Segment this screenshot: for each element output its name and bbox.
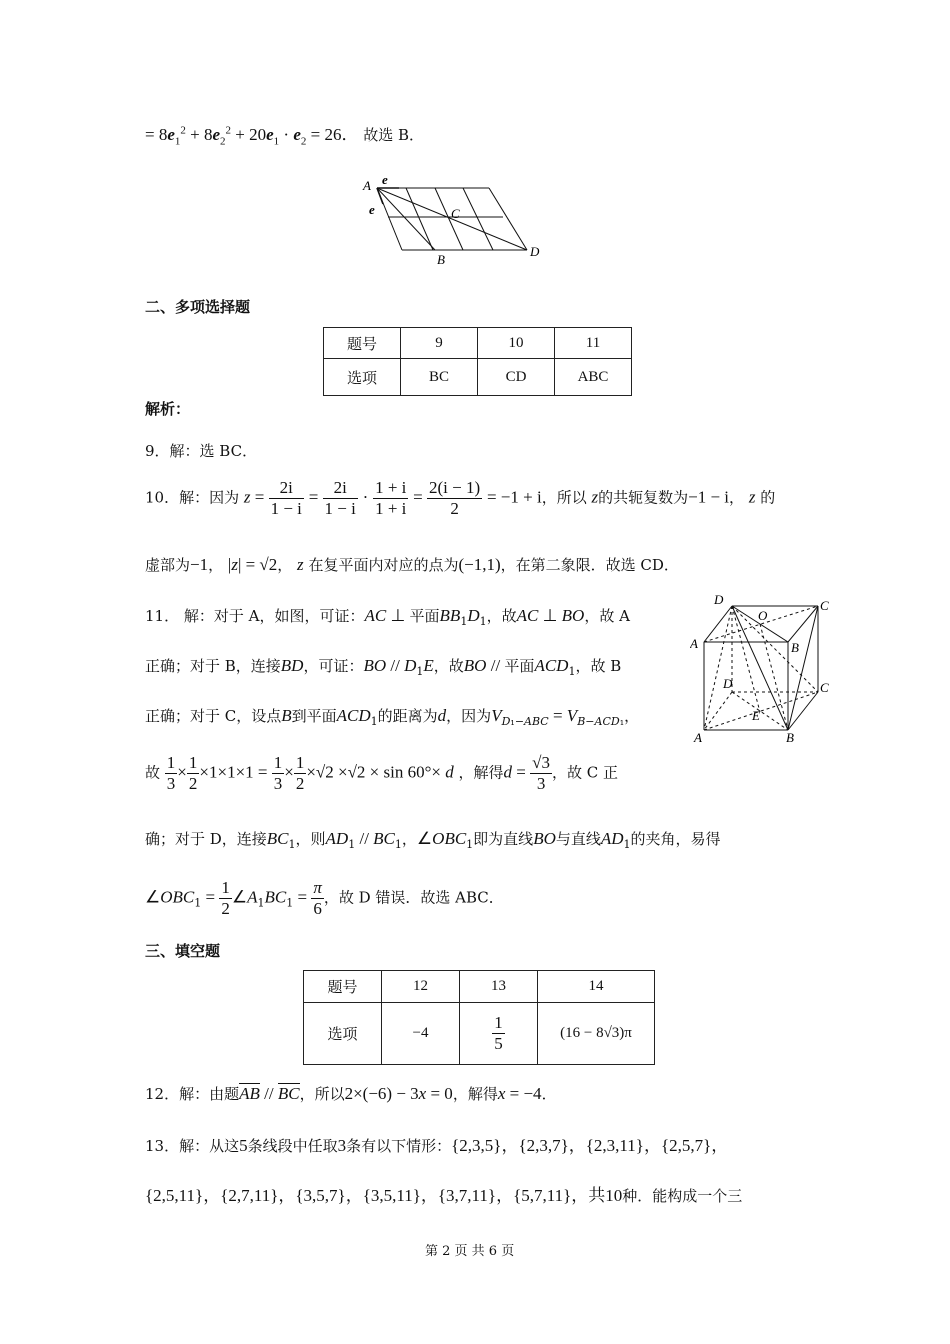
cube-label-b1: B [791, 640, 799, 655]
label-b: B [437, 252, 445, 267]
answer-table-multi [323, 327, 632, 396]
equation-line-top: = $8e_1^2 + 8e_2^2 + 20e_1 \cdot e_2 = 26$． 故选 B． [145, 124, 425, 148]
section-fill-in: 三、填空题 [145, 942, 221, 960]
page-footer: 第 2 页 共 6 页 [425, 1244, 515, 1259]
q11-line4: 故 $\frac{1}{3}$ × $\frac{1}{2}$ ×1×1×1 = $\frac{1}{3}$ × $\frac{1}{2}$ ×√2 ×√2 × sin 60°× d ，解得d = $\frac{√3}{3}$ ，故 C 正 [145, 753, 618, 793]
table3-r1: −4 [382, 1003, 460, 1065]
q11-line5: 确；对于 D，连接$BC_1$，则$AD_1 // BC_1$，$\angle OBC_1$即为直线BO与直线$AD_1$的夹角，易得 [145, 829, 721, 851]
table2-h1: 9 [401, 328, 478, 359]
q11-line1: 11． 解：对于 A，如图，可证：AC ⊥ 平面$BB_1D_1$，故AC ⊥ BO，故 A [145, 606, 630, 628]
table3-r2: $\frac{1}{5}$ [460, 1003, 538, 1065]
cube-label-o: O [758, 608, 768, 623]
table3-h2: 13 [460, 971, 538, 1003]
q11-line3: 正确；对于 C，设点B到平面$ACD_1$的距离为d，因为$V_{D_1-ABC} = V_{B-ACD_1}$， [145, 706, 640, 728]
table2-h3: 11 [555, 328, 632, 359]
analysis-heading: 解析： [145, 400, 191, 418]
cube-label-c1: C [820, 598, 829, 613]
section-multi-choice: 二、多项选择题 [145, 298, 251, 316]
q13-line1: 13．解：从这5条线段中任取3条有以下情形：{2,3,5}，{2,3,7}，{2,3,11}，{2,5,7}， [145, 1136, 729, 1155]
label-c: C [451, 206, 460, 221]
label-e2: e [369, 202, 375, 217]
table2-r2: CD [478, 359, 555, 396]
q11-line2: 正确；对于 B，连接BD，可证：BO // $D_1E$，故BO // 平面$ACD_1$，故 B [145, 656, 622, 678]
q10-line2: 虚部为−1， |z| = √2， z 在复平面内对应的点为(−1,1)，在第二象限．故选 CD． [145, 555, 679, 574]
cube-label-c: C [820, 680, 829, 695]
cube-label-e: E [752, 708, 760, 723]
q11-line6: $\angle OBC_1$ = $\frac{1}{2}$ $\angle A_1BC_1$ = $\frac{\pi}{6}$ ，故 D 错误．故选 ABC． [145, 878, 504, 918]
parallelogram-grid-figure [355, 170, 550, 270]
table2-h0: 题号 [324, 328, 401, 359]
table3-h0: 题号 [304, 971, 382, 1003]
label-d: D [530, 244, 540, 259]
label-a: A [363, 178, 371, 193]
cube-label-a1: A [690, 636, 698, 651]
cube-figure [690, 592, 840, 744]
table2-r0: 选项 [324, 359, 401, 396]
q12-text: 12．解：由题AB // BC，所以2×(−6) − 3x = 0，解得x = −4． [145, 1084, 557, 1103]
answer-table-fill [303, 970, 655, 1065]
cube-label-a: A [694, 730, 702, 744]
table2-r1: BC [401, 359, 478, 396]
cube-label-d1: D [714, 592, 724, 607]
table2-h2: 10 [478, 328, 555, 359]
answer-b-text: 故选 B． [363, 126, 425, 144]
table3-r3: (16 − 8√3)π [538, 1003, 655, 1065]
cube-label-d: D [723, 676, 733, 691]
q10-line1: 10．解：因为 z = $\frac{2i}{1 - i}$ = $\frac{2i}{1 - i}$ · $\frac{1 + i}{1 + i}$ = $\frac{2(i - 1)}{2}$ = −1 + i，所以 z的共轭复数为−1 − i， z 的 [145, 478, 776, 518]
table2-r3: ABC [555, 359, 632, 396]
table3-r0: 选项 [304, 1003, 382, 1065]
label-e1: e [382, 172, 388, 187]
cube-label-b: B [786, 730, 794, 744]
q13-line2: {2,5,11}，{2,7,11}，{3,5,7}，{3,5,11}，{3,7,11}，{5,7,11}，共10种．能构成一个三 [145, 1186, 743, 1205]
q9-text: 9．解：选 BC． [145, 442, 258, 460]
table3-h1: 12 [382, 971, 460, 1003]
table3-h3: 14 [538, 971, 655, 1003]
